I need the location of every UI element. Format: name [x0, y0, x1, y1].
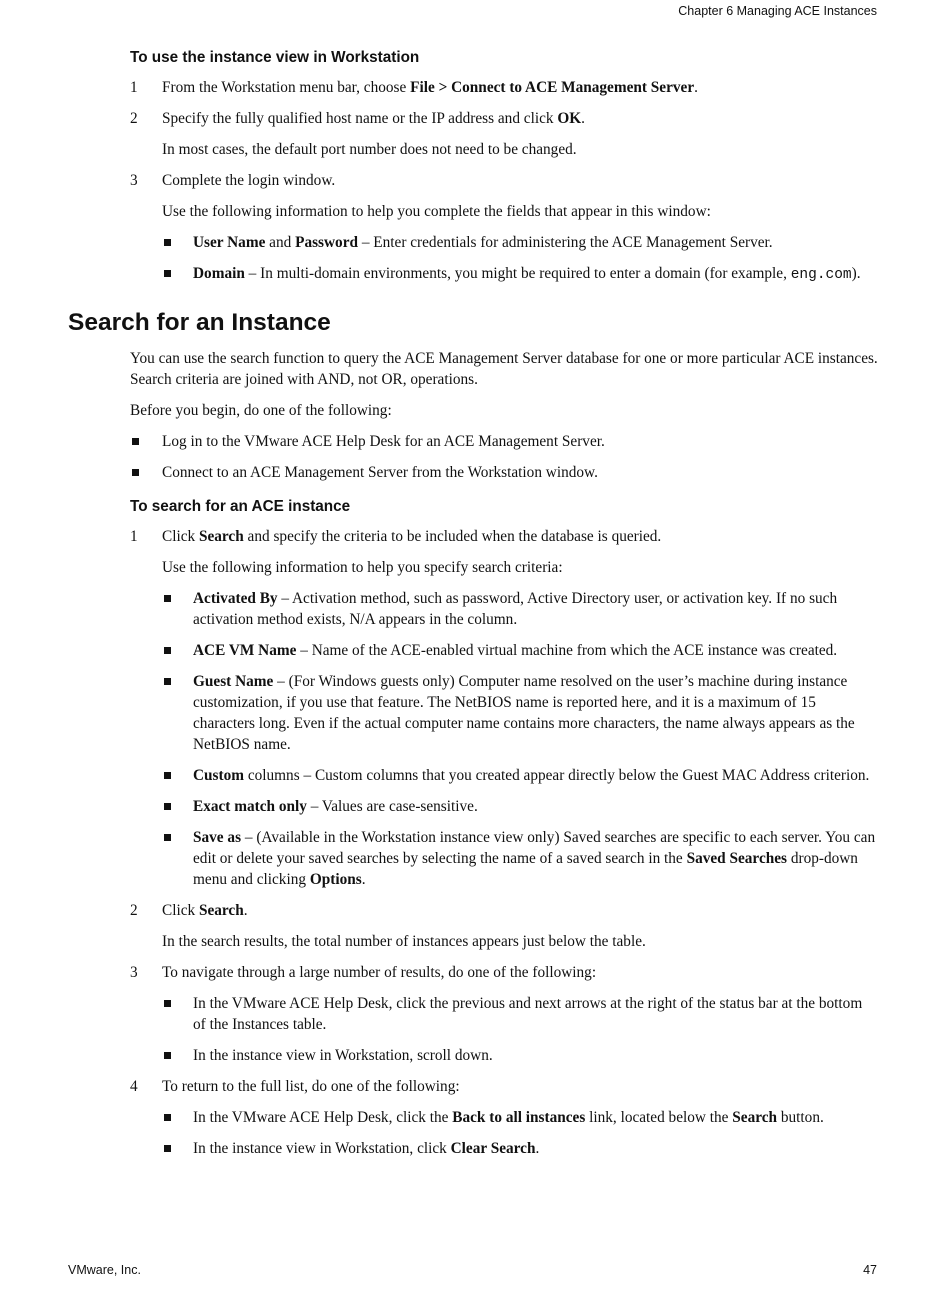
bullet-domain [130, 263, 878, 286]
bullet-square-icon [164, 1114, 171, 1121]
text: – In multi-domain environments, you might be required to enter a domain (for example, [244, 265, 791, 282]
term: Options [309, 871, 362, 888]
step-3-note: Use the following information to help you complete the fields that appear in this window: [162, 203, 711, 220]
bullet-save-as [130, 827, 878, 890]
bullet-square-icon [164, 803, 171, 810]
prereq-bullet [130, 431, 878, 452]
bullet-square-icon [164, 1000, 171, 1007]
term: Guest Name [193, 673, 274, 690]
menu-path: File > Connect to ACE Management Server [410, 79, 695, 96]
text: – (Available in the Workstation instance view only) Saved searches are specific to each server. You can edit or delete your saved searches by selecting the name of a saved search in the [193, 829, 876, 867]
step-text-end: . [694, 79, 698, 96]
text: – Name of the ACE-enabled virtual machine from which the ACE instance was created. [296, 642, 838, 659]
bullet-square-icon [164, 1145, 171, 1152]
bullet-square-icon [164, 678, 171, 685]
step-number: 3 [130, 172, 138, 189]
text: In the instance view in Workstation, scroll down. [193, 1047, 493, 1064]
bullet-square-icon [164, 1052, 171, 1059]
step-1 [130, 77, 878, 98]
code-example: eng.com [790, 267, 852, 283]
term: Password [295, 234, 358, 251]
step-1-note: Use the following information to help you specify search criteria: [162, 559, 563, 576]
step-text: Click [162, 902, 199, 919]
step-3 [130, 170, 878, 191]
text: – Values are case-sensitive. [306, 798, 478, 815]
search-label: Search [198, 528, 244, 545]
ok-label: OK [557, 110, 582, 127]
text: In the instance view in Workstation, click [193, 1140, 451, 1157]
step-number: 2 [130, 110, 138, 127]
step-number: 2 [130, 902, 138, 919]
step-number: 1 [130, 79, 138, 96]
text: Connect to an ACE Management Server from the Workstation window. [162, 464, 598, 481]
step-2-note: In most cases, the default port number does not need to be changed. [162, 141, 577, 158]
prereq-bullet [130, 462, 878, 483]
bullet-square-icon [164, 595, 171, 602]
step-text: To return to the full list, do one of the following: [162, 1078, 460, 1095]
procedure-heading-instance-view: To use the instance view in Workstation [130, 49, 420, 66]
footer-company: VMware, Inc. [68, 1263, 141, 1277]
step-2 [130, 108, 878, 129]
step-2 [130, 900, 878, 921]
page-content [68, 48, 878, 1169]
procedure-heading-search: To search for an ACE instance [130, 498, 351, 515]
text: link, located below the [585, 1109, 733, 1126]
section-before: Before you begin, do one of the following: [130, 402, 392, 419]
term: ACE VM Name [193, 642, 297, 659]
step-text: Complete the login window. [162, 172, 336, 189]
search-label: Search [198, 902, 244, 919]
term: Custom [193, 767, 244, 784]
text: – Activation method, such as password, Active Directory user, or activation key. If no such activation method exists, N/A appears in the column. [193, 590, 838, 628]
text: and [265, 234, 296, 251]
term: Clear Search [450, 1140, 536, 1157]
text: columns – Custom columns that you created appear directly below the Guest MAC Address criterion. [244, 767, 870, 784]
bullet-clear-search [130, 1138, 878, 1159]
step-text: Specify the fully qualified host name or the IP address and click [162, 110, 558, 127]
step-number: 1 [130, 528, 138, 545]
bullet-custom [130, 765, 878, 786]
term: Domain [193, 265, 245, 282]
running-header: Chapter 6 Managing ACE Instances [678, 4, 877, 18]
text: . [535, 1140, 540, 1157]
bullet-exact-match [130, 796, 878, 817]
step-2-note: In the search results, the total number of instances appears just below the table. [162, 933, 646, 950]
bullet-back-to-all [130, 1107, 878, 1128]
step-text-end: . [581, 110, 585, 127]
bullet-square-icon [164, 834, 171, 841]
text: button. [777, 1109, 824, 1126]
term: Activated By [193, 590, 278, 607]
bullet-square-icon [132, 438, 139, 445]
bullet-ace-vm-name [130, 640, 878, 661]
bullet-square-icon [164, 647, 171, 654]
page-number: 47 [863, 1263, 877, 1277]
step-text-end: . [243, 902, 248, 919]
step-1 [130, 526, 878, 547]
text: drop-down menu and clicking [193, 850, 858, 888]
text: . [361, 871, 366, 888]
term: User Name [193, 234, 266, 251]
bullet-square-icon [132, 469, 139, 476]
text: In the VMware ACE Help Desk, click the previous and next arrows at the right of the status bar at the bottom of the Instances table. [193, 995, 863, 1033]
text: ). [851, 265, 861, 282]
step-text-end: and specify the criteria to be included when the database is queried. [243, 528, 662, 545]
term: Saved Searches [686, 850, 787, 867]
text: Log in to the VMware ACE Help Desk for an ACE Management Server. [162, 433, 605, 450]
bullet-square-icon [164, 270, 171, 277]
step-number: 4 [130, 1078, 138, 1095]
section-intro: You can use the search function to query the ACE Management Server database for one or more particular ACE instances. Search criteria are joined with AND, not OR, operations. [130, 350, 878, 388]
step-text: To navigate through a large number of results, do one of the following: [162, 964, 597, 981]
term: Back to all instances [452, 1109, 586, 1126]
section-heading: Search for an Instance [68, 309, 331, 336]
term: Save as [193, 829, 242, 846]
bullet-square-icon [164, 239, 171, 246]
step-text: Click [162, 528, 199, 545]
step-3 [130, 962, 878, 983]
bullet-scroll-down [130, 1045, 878, 1066]
step-4 [130, 1076, 878, 1097]
bullet-guest-name [130, 671, 878, 755]
text: – Enter credentials for administering the ACE Management Server. [358, 234, 773, 251]
term: Exact match only [193, 798, 307, 815]
text: In the VMware ACE Help Desk, click the [193, 1109, 453, 1126]
bullet-activated-by [130, 588, 878, 630]
bullet-help-desk-arrows [130, 993, 878, 1035]
bullet-user-name-password [130, 232, 878, 253]
text: – (For Windows guests only) Computer name resolved on the user’s machine during instance customization, if you use that feature. The NetBIOS name is reported here, and it is a maximum of 15 characters long. Even if the actual computer name contains more characters, the name always appears as the NetBIOS name. [193, 673, 855, 753]
term: Search [732, 1109, 778, 1126]
step-number: 3 [130, 964, 138, 981]
bullet-square-icon [164, 772, 171, 779]
step-text: From the Workstation menu bar, choose [162, 79, 411, 96]
